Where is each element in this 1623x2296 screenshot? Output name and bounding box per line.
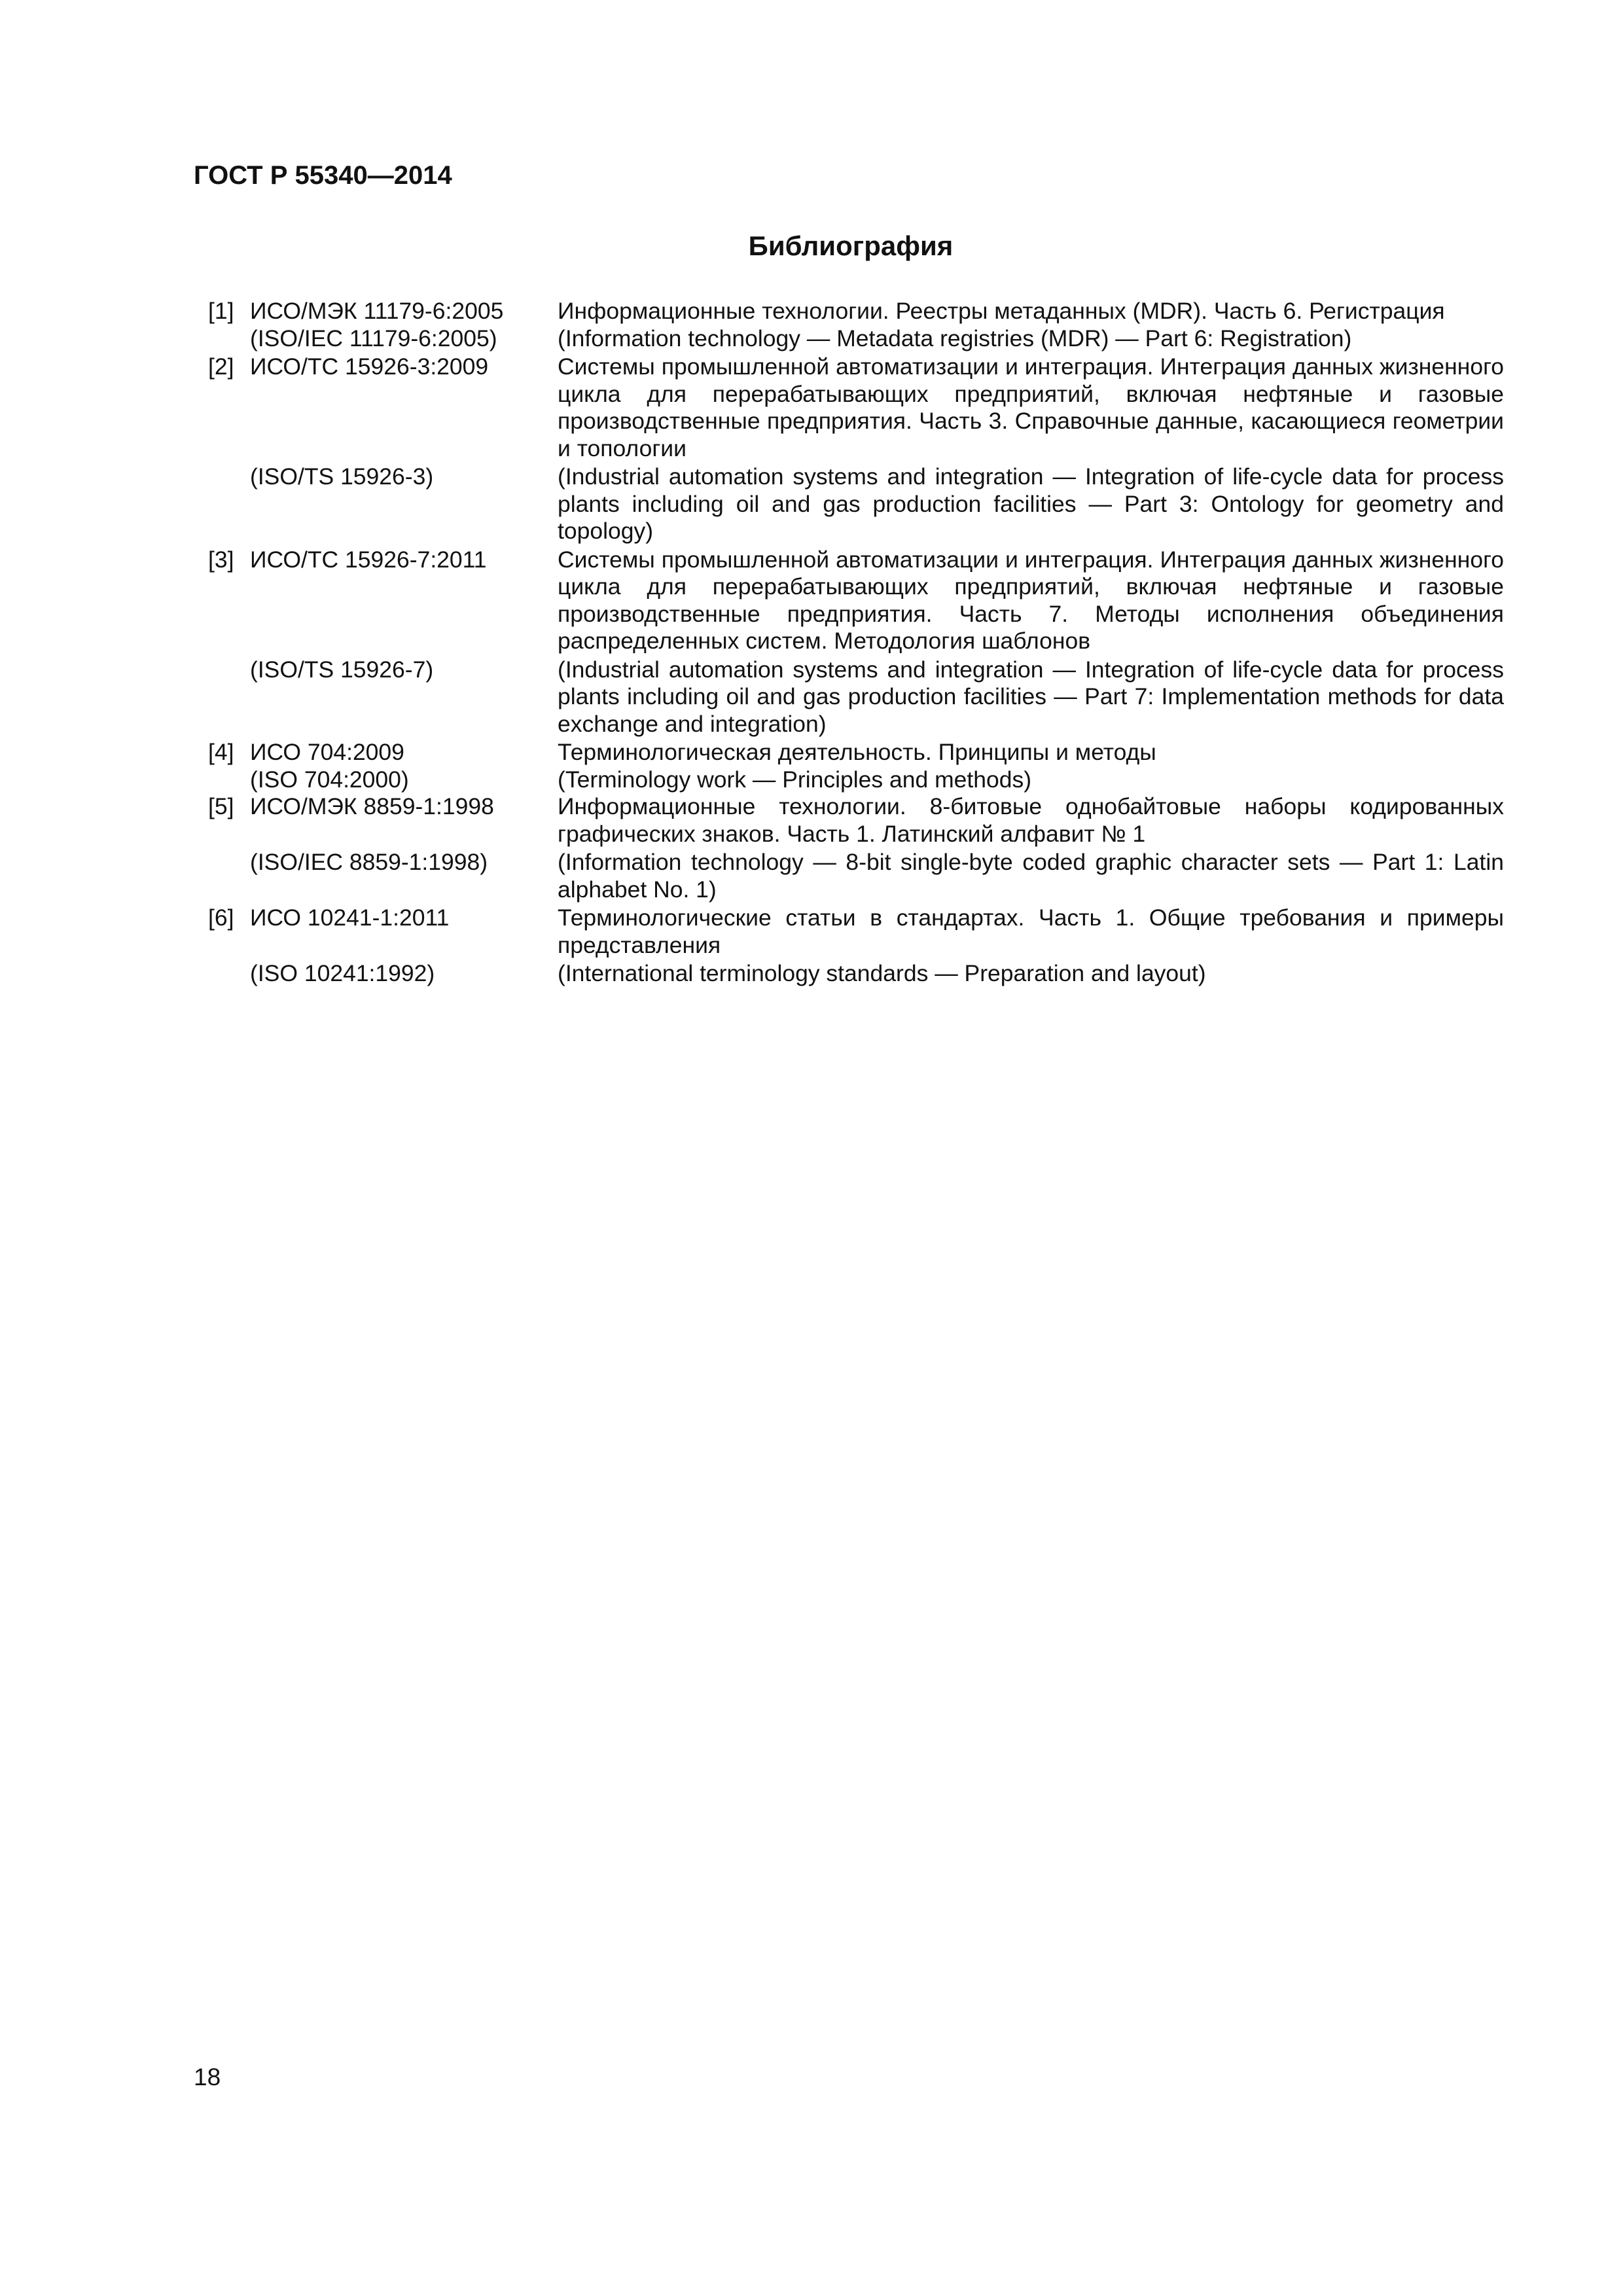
bibliography-list (208, 298, 1504, 988)
entry-index: [6] (208, 905, 234, 931)
entry-index: [1] (208, 298, 234, 324)
entry-title-ru: Системы промышленной автоматизации и интеграция. Интеграция данных жизненного цикла для перерабатывающих предприятий, включая нефтяные и газовые производственные предприятия. Часть 3. Справочные данные, касающиеся геометрии и топологии (558, 353, 1504, 461)
entry-reference-original: (ISO/TS 15926-3) (250, 463, 434, 490)
entry-title-en: (Terminology work — Principles and methods) (558, 766, 1032, 793)
entry-reference-original: (ISO 704:2000) (250, 766, 409, 793)
entry-reference: ИСО/ТС 15926-7:2011 (250, 546, 487, 573)
entry-index: [3] (208, 546, 234, 573)
entry-index: [5] (208, 793, 234, 819)
bibliography-entry-5 (208, 793, 1504, 903)
bibliography-entry-2 (208, 353, 1504, 545)
entry-reference-original: (ISO/TS 15926-7) (250, 656, 434, 683)
entry-title-ru: Информационные технологии. 8-битовые однобайтовые наборы кодированных графических знаков. Часть 1. Латинский алфавит № 1 (558, 793, 1504, 847)
section-title: Библиография (748, 230, 954, 261)
entry-index: [2] (208, 353, 234, 380)
bibliography-entry-3 (208, 547, 1504, 738)
entry-index: [4] (208, 739, 234, 765)
entry-reference: ИСО/ТС 15926-3:2009 (250, 353, 489, 380)
entry-reference: ИСО 704:2009 (250, 739, 404, 765)
page-number: 18 (194, 2064, 221, 2090)
entry-title-en: (Information technology — Metadata registries (MDR) — Part 6: Registration) (558, 325, 1352, 351)
entry-reference-original: (ISO/IEC 11179-6:2005) (250, 325, 497, 351)
entry-title-ru: Информационные технологии. Реестры метаданных (MDR). Часть 6. Регистрация (558, 298, 1445, 324)
entry-title-en: (Industrial automation systems and integration — Integration of life-cycle data for process plants including oil and gas production facilities — Part 3: Ontology for geometry and topology) (558, 463, 1504, 544)
entry-title-ru: Системы промышленной автоматизации и интеграция. Интеграция данных жизненного цикла для перерабатывающих предприятий, включая нефтяные и газовые производственные предприятия. Часть 7. Методы исполнения объединения распределенных систем. Методология шаблонов (558, 546, 1504, 654)
document-header-code: ГОСТ Р 55340—2014 (194, 161, 452, 190)
bibliography-entry-4 (208, 739, 1504, 793)
entry-reference-original: (ISO/IEC 8859-1:1998) (250, 849, 488, 875)
entry-title-en: (International terminology standards — Preparation and layout) (558, 960, 1206, 986)
bibliography-entry-6 (208, 905, 1504, 988)
entry-title-ru: Терминологические статьи в стандартах. Часть 1. Общие требования и примеры представления (558, 905, 1504, 958)
bibliography-entry-1 (208, 298, 1504, 352)
entry-reference: ИСО 10241-1:2011 (250, 905, 450, 931)
entry-reference: ИСО/МЭК 11179-6:2005 (250, 298, 504, 324)
entry-title-en: (Information technology — 8-bit single-byte coded graphic character sets — Part 1: Latin alphabet No. 1) (558, 849, 1504, 903)
entry-title-en: (Industrial automation systems and integration — Integration of life-cycle data for process plants including oil and gas production facilities — Part 7: Implementation methods for data exchange and integration) (558, 656, 1504, 737)
entry-title-ru: Терминологическая деятельность. Принципы и методы (558, 739, 1156, 765)
entry-reference-original: (ISO 10241:1992) (250, 960, 435, 986)
entry-reference: ИСО/МЭК 8859-1:1998 (250, 793, 494, 819)
